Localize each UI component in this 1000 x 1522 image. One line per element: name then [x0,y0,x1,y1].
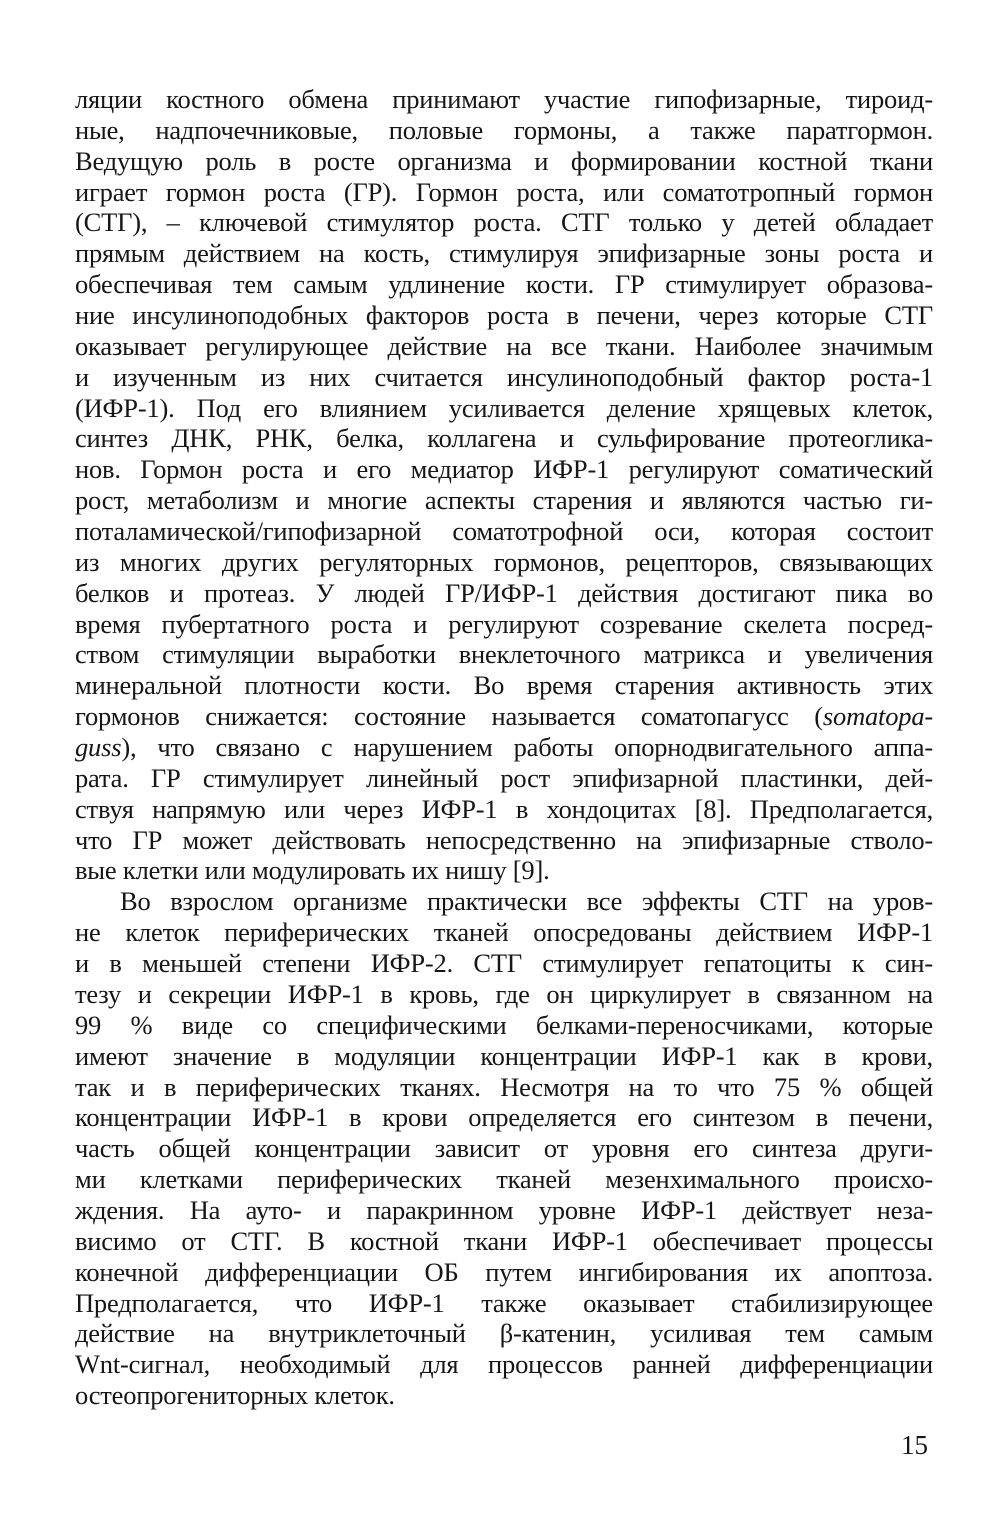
line-text: часть общей концентрации зависит от уровня его синтеза други- [75,1133,933,1164]
line-text: имеют значение в модуляции концентрации ИФР-1 как в крови, [75,1040,933,1071]
line-text: синтез ДНК, РНК, белка, коллагена и сульфирование протеоглика- [75,423,933,454]
text-line [75,300,933,331]
text-line [75,454,933,485]
line-text: действие на внутриклеточный β-катенин, усиливая тем самым [75,1318,933,1349]
line-text: и в меньшей степени ИФР-2. СТГ стимулирует гепатоциты к син- [75,948,933,979]
text-line [75,1318,933,1349]
line-text: белков и протеаз. У людей ГР/ИФР-1 действия достигают пика во [75,577,933,608]
text-line [75,979,933,1010]
line-text: нов. Гормон роста и его медиатор ИФР-1 регулируют соматический [75,454,933,485]
text-line [75,1349,933,1380]
line-text: не клеток периферических тканей опосредованы действием ИФР-1 [75,917,933,948]
line-text: рост, метаболизм и многие аспекты старения и являются частью ги- [75,485,933,516]
line-text: ством стимуляции выработки внеклеточного матрикса и увеличения [75,639,933,670]
text-line [75,1195,933,1226]
text-line [75,1102,933,1133]
line-text: время пубертатного роста и регулируют созревание скелета посред- [75,608,933,639]
line-text: рата. ГР стимулирует линейный рост эпифизарной пластинки, дей- [75,762,933,793]
text-line [75,578,933,609]
line-text: ляции костного обмена принимают участие гипофизарные, тироид- [75,84,933,114]
line-text: оказывает регулирующее действие на все ткани. Наиболее значимым [75,330,933,361]
line-text: Ведущую роль в росте организма и формировании костной ткани [75,145,933,176]
page-number: 15 [901,1430,928,1460]
line-text: так и в периферических тканях. Несмотря на то что 75 % общей [75,1071,933,1102]
text-line [75,1164,933,1195]
line-text: вые клетки или модулировать их нишу [9]. [75,855,550,886]
text-line [75,207,933,238]
line-text: (СТГ), – ключевой стимулятор роста. СТГ только у детей обладает [75,207,933,238]
line-text: Во взрослом организме практически все эффекты СТГ на уров- [120,886,933,917]
text-line [75,1041,933,1072]
text-line [75,763,933,794]
italic-term: guss [75,732,122,763]
text-line [75,331,933,362]
text-line [75,1133,933,1164]
text-line [75,485,933,516]
line-text: ние инсулиноподобных факторов роста в печени, через которые СТГ [75,300,933,331]
paragraph [75,84,933,886]
text-line [75,917,933,948]
text-line [75,84,933,115]
body-text [75,84,933,1411]
text-line [75,516,933,547]
text-line [75,1288,933,1319]
text-line [75,269,933,300]
text-line [75,825,933,856]
line-text: ствуя напрямую или через ИФР-1 в хондоцитах [8]. Предполагается, [75,793,933,824]
paragraph [75,886,933,1411]
line-text: прямым действием на кость, стимулируя эпифизарные зоны роста и [75,238,933,269]
line-text: концентрации ИФР-1 в крови определяется его синтезом в печени, [75,1102,933,1133]
line-text: (ИФР-1). Под его влиянием усиливается деление хрящевых клеток, [75,392,933,423]
text-line [75,732,933,763]
text-line [75,423,933,454]
text-line [75,948,933,979]
line-text: тезу и секреции ИФР-1 в кровь, где он циркулирует в связанном на [75,978,933,1009]
text-line [75,609,933,640]
line-text: играет гормон роста (ГР). Гормон роста, или соматотропный гормон [75,176,933,207]
line-text: гормонов снижается: состояние называется соматопагусс ( [75,701,823,732]
line-text: Wnt-сигнал, необходимый для процессов ранней дифференциации [75,1349,933,1380]
text-line [75,639,933,670]
line-text: что ГР может действовать непосредственно на эпифизарные стволо- [75,824,933,855]
line-text: 99 % виде со специфическими белками-переносчиками, которые [75,1009,933,1040]
text-line [75,886,933,917]
line-text: минеральной плотности кости. Во время старения активность этих [75,670,933,701]
line-text: ждения. На ауто- и паракринном уровне ИФР-1 действует неза- [75,1194,933,1225]
line-text: Предполагается, что ИФР-1 также оказывает стабилизирующее [75,1287,933,1318]
text-line [75,701,933,732]
line-text: поталамической/гипофизарной соматотрофной оси, которая состоит [75,516,933,547]
line-text: ные, надпочечниковые, половые гормоны, а также паратгормон. [75,114,933,145]
text-line [75,1257,933,1288]
text-line [75,547,933,578]
line-text: конечной дифференциации ОБ путем ингибирования их апоптоза. [75,1256,933,1287]
text-line [75,1010,933,1041]
text-line [75,1380,933,1411]
line-text: ми клетками периферических тканей мезенхимального происхо- [75,1164,933,1195]
text-line [75,362,933,393]
text-line [75,1226,933,1257]
line-text: и изученным из них считается инсулиноподобный фактор роста-1 [75,361,933,392]
text-line [75,1072,933,1103]
text-line [75,794,933,825]
line-text: ), что связано с нарушением работы опорнодвигательного аппа- [121,732,933,763]
text-line [75,855,933,886]
line-text: обеспечивая тем самым удлинение кости. ГР стимулирует образова- [75,269,933,300]
text-line [75,115,933,146]
text-line [75,177,933,208]
italic-term: somatopa- [822,701,933,732]
text-line [75,670,933,701]
text-line [75,238,933,269]
line-text: из многих других регуляторных гормонов, рецепторов, связывающих [75,546,933,577]
line-text: остеопрогениторных клеток. [75,1380,395,1411]
text-line [75,393,933,424]
text-line [75,146,933,177]
line-text: висимо от СТГ. В костной ткани ИФР-1 обеспечивает процессы [75,1225,933,1256]
